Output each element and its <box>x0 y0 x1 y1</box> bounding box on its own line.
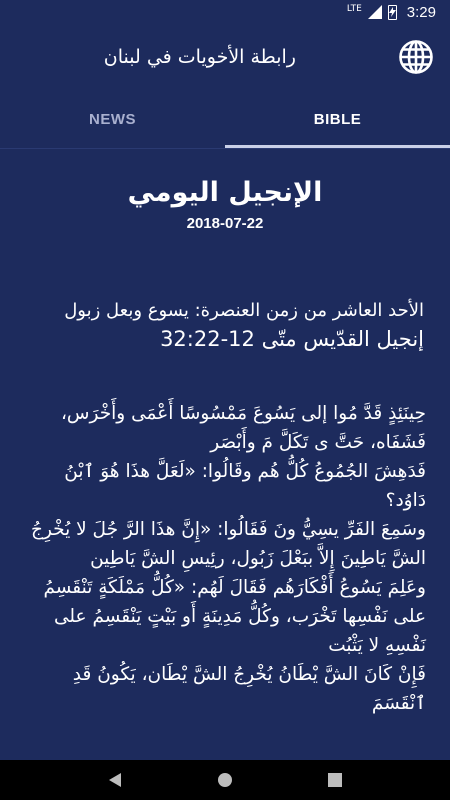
globe-icon <box>398 39 434 75</box>
recents-button[interactable] <box>315 760 355 800</box>
battery-icon <box>388 5 397 20</box>
language-button[interactable] <box>396 37 436 77</box>
gospel-passage <box>20 399 426 718</box>
verse: وسَمِعَ الفَرِّ يسِيُّ ونَ فَقَالُوا: «إِنَّ هذَا الرَّ جُلَ لا يُخْرِجُ الشَّ يَاطِينَ إِلاَّ ببَعْلَ زَبُول، رئِيسِ الشَّ يَاطِين <box>31 519 426 569</box>
system-nav-bar <box>0 760 450 800</box>
verse: فَدَهِشَ الجُمُوعُ كُلُّ هُم وقَالُوا: «لَعَلَّ هذَا هُوَ ٱبْنُ دَاوُد؟ <box>64 461 426 511</box>
app-bar <box>0 24 450 90</box>
reading-reference: إنجيل القدّيس متّى 12-32:22 <box>160 327 424 351</box>
verse: حِينَئِذٍ قَدَّ مُوا إلى يَسُوعَ مَمْسُوسًا أَعْمَى وأَخْرَس، فَشَفَاه، حَتَّ ى تَكَلَّ مَ وأَبْصَر <box>60 403 426 453</box>
reading-intro <box>24 297 424 353</box>
tab-news[interactable]: NEWS <box>89 110 136 128</box>
back-button[interactable] <box>95 760 135 800</box>
reading-date: 2018-07-22 <box>186 215 264 232</box>
page-title: الإنجيل اليومي <box>127 177 323 208</box>
recents-icon <box>328 773 342 787</box>
network-type: LTE <box>346 4 362 14</box>
clock: 3:29 <box>406 3 436 21</box>
app-title: رابطة الأخويات في لبنان <box>103 46 296 68</box>
verse: وعَلِمَ يَسُوعُ أَفْكَارَهُم فَقَالَ لَهُم: «كُلُّ مَمْلَكَةٍ تَنْقَسِمُ على نَفْسِها تَخْرَب، وكُلُّ مَدِينَةٍ أَو بَيْتٍ يَنْقَسِمُ على نَفْسِهِ لا يَثْبُت <box>43 577 426 656</box>
reading-occasion: الأحد العاشر من زمن العنصرة: يسوع وبعل زبول <box>64 300 424 321</box>
home-icon <box>217 772 233 788</box>
tab-bar <box>0 90 450 148</box>
reading-content[interactable] <box>0 149 450 760</box>
tab-bible[interactable]: BIBLE <box>225 90 450 148</box>
verse: فَإِنْ كَانَ الشَّ يْطَانُ يُخْرِجُ الشَّ يْطَان، يَكُونُ قَدِ ٱنْقَسَمَ <box>72 664 426 714</box>
status-bar <box>0 0 450 24</box>
back-icon <box>107 772 123 788</box>
signal-icon <box>368 5 382 19</box>
home-button[interactable] <box>205 760 245 800</box>
